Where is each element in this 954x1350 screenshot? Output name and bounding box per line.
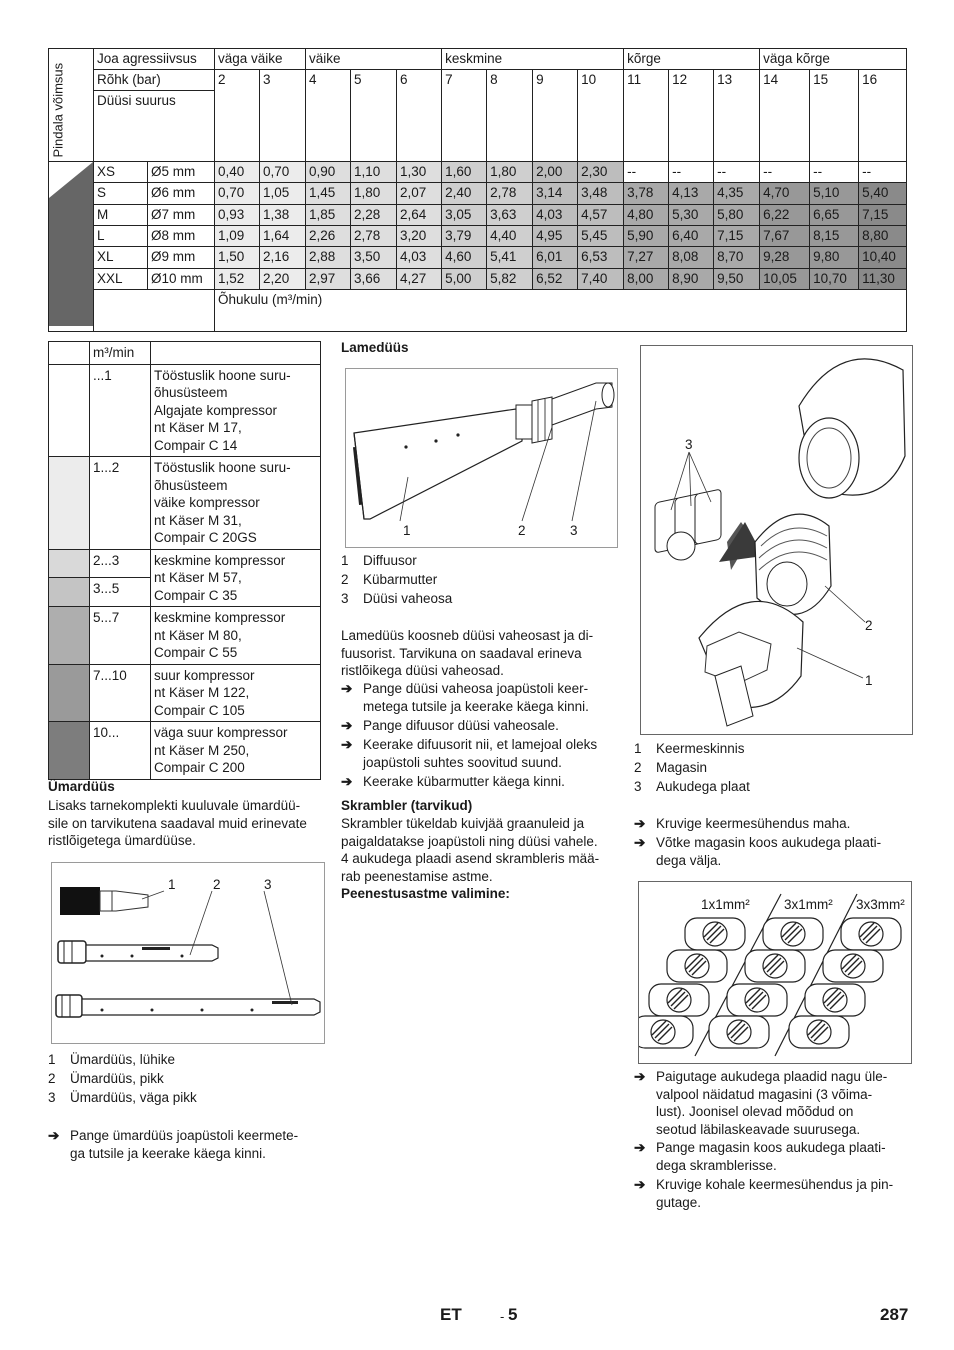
side-label-cell [49,49,94,162]
hole-plate [805,984,865,1016]
consumption-value: 1,80 [487,162,533,183]
hole-plate [709,1016,769,1048]
consumption-value: 6,52 [533,268,578,289]
table-row [49,225,907,246]
aggressiveness-group: keskmine [442,49,624,70]
consumption-value: 3,79 [442,225,487,246]
callout-2: 2 [865,618,873,633]
consumption-value: 2,40 [442,183,487,204]
consumption-value: 1,80 [351,183,397,204]
consumption-value: -- [810,162,859,183]
arrow-icon: ➔ [341,718,353,733]
footer-row [49,289,907,331]
footer-local-page: 5 [508,1305,518,1324]
consumption-value: 2,30 [578,162,624,183]
consumption-value: 2,97 [306,268,351,289]
consumption-value: 10,70 [810,268,859,289]
flat-nozzle-intro: Lamedüüs koosneb düüsi vaheosast ja di- fuusorist. Tarvikuna on saadaval erineva ristlõikega düüsi vaheosad. [341,628,594,678]
consumption-value: -- [669,162,714,183]
consumption-value: 6,53 [578,247,624,268]
pressure-value: 14 [760,70,810,162]
consumption-value: 5,30 [669,204,714,225]
pressure-value: 13 [714,70,760,162]
consumption-value: 8,70 [714,247,760,268]
table-row [49,247,907,268]
consumption-value: 5,45 [578,225,624,246]
callout-2: 2 [518,523,526,538]
arrow-icon: ➔ [341,737,353,752]
consumption-value: 8,08 [669,247,714,268]
consumption-value: -- [760,162,810,183]
round-nozzle-title: Ümardüüs [48,779,115,794]
consumption-value: 4,13 [669,183,714,204]
shade-cell [49,664,90,722]
flat-step-2: ➔ Pange difuusor düüsi vaheosale. [341,718,559,733]
consumption-value: 4,80 [624,204,669,225]
compressor-table [48,341,321,780]
flat-step-3: ➔ Keerake difuusorit nii, et lamejoal oleks joapüstoli suhtes soovitud suund. [341,737,598,770]
consumption-value: 3,50 [351,247,397,268]
arrow-icon: ➔ [634,816,646,831]
consumption-value: 1,85 [306,204,351,225]
consumption-value: 5,80 [714,204,760,225]
scrambler-text: Skrambler tükeldab kuivjää graanuleid ja paigaldatakse joapüstoli ning düüsi vahele. 4 aukudega plaadi asend skrambleris mää- rab peenestamise astme. [341,816,600,884]
consumption-value: 4,35 [714,183,760,204]
hole-plate [745,950,805,982]
power-wedge-cell [49,162,94,332]
consumption-value: 6,65 [810,204,859,225]
consumption-value: 9,50 [714,268,760,289]
consumption-value: -- [714,162,760,183]
scrambler-legend: 1 Keermeskinnis 2 Magasin 3 Aukudega plaat [634,741,750,794]
consumption-value: 5,10 [810,183,859,204]
consumption-value: 7,15 [859,204,907,225]
consumption-value: 4,95 [533,225,578,246]
callout-3: 3 [570,523,578,538]
pressure-value: 6 [397,70,442,162]
hole-plate [727,984,787,1016]
consumption-value: 3,14 [533,183,578,204]
pressure-value: 2 [215,70,260,162]
flat-nozzle-drawing [346,369,619,549]
arrow-icon: ➔ [48,1128,60,1143]
compressor-description: keskmine kompressor nt Käser M 57, Compair C 35 [151,549,321,607]
callout-1: 1 [168,877,176,892]
consumption-value: 1,38 [260,204,306,225]
consumption-value: 9,80 [810,247,859,268]
table-row [49,204,907,225]
shade-cell [49,722,90,780]
air-consumption-label: Õhukulu (m³/min) [215,289,907,331]
consumption-value: 4,70 [760,183,810,204]
consumption-value: 1,52 [215,268,260,289]
consumption-value: 3,63 [487,204,533,225]
consumption-value: 7,27 [624,247,669,268]
scrambler-step-3: ➔ Paigutage aukudega plaadid nagu üle- valpool näidatud magasini (3 võima- lust). Joonisel olevad mõõdud on seotud läbilaskeavade suurusega. [634,1069,888,1137]
consumption-value: 2,78 [351,225,397,246]
consumption-value: 0,40 [215,162,260,183]
consumption-value: 6,22 [760,204,810,225]
consumption-value: 6,40 [669,225,714,246]
consumption-value: 7,40 [578,268,624,289]
aggressiveness-group: väga kõrge [760,49,907,70]
scrambler-step-4: ➔ Pange magasin koos aukudega plaati- dega skramblerisse. [634,1140,886,1173]
table-row [49,162,907,183]
consumption-value: 10,05 [760,268,810,289]
callout-1: 1 [403,523,411,538]
compressor-description: suur kompressor nt Käser M 122, Compair C 105 [151,664,321,722]
arrow-icon: ➔ [634,1140,646,1155]
consumption-value: 5,82 [487,268,533,289]
hole-plate [763,918,823,950]
pressure-value: 3 [260,70,306,162]
arrow-icon: ➔ [341,681,353,696]
comp-header-row [49,342,321,365]
consumption-value: 6,01 [533,247,578,268]
flow-unit-header: m³/min [90,342,151,365]
flow-range: 10... [90,722,151,780]
table-row [49,607,321,665]
consumption-value: 5,00 [442,268,487,289]
arrow-icon: ➔ [634,1177,646,1192]
hole-plate [841,918,901,950]
consumption-value: 0,93 [215,204,260,225]
consumption-value: 3,78 [624,183,669,204]
callout-2: 2 [213,877,221,892]
consumption-value: 8,80 [859,225,907,246]
consumption-value: 2,20 [260,268,306,289]
consumption-value: 1,10 [351,162,397,183]
consumption-value: 4,03 [397,247,442,268]
aggressiveness-group: kõrge [624,49,760,70]
size-code: L [94,225,148,246]
flat-nozzle-figure [345,368,618,548]
consumption-value: 2,28 [351,204,397,225]
consumption-value: 3,66 [351,268,397,289]
flow-range: 3...5 [90,578,151,607]
consumption-value: 7,67 [760,225,810,246]
size-code: XL [94,247,148,268]
consumption-value: 3,05 [442,204,487,225]
pressure-value: 15 [810,70,859,162]
shade-cell [49,578,90,607]
size-code: XXL [94,268,148,289]
plate-label-3x1: 3x1mm² [784,897,833,912]
flow-range: 2...3 [90,549,151,578]
plate-label-1x1: 1x1mm² [701,897,750,912]
size-diameter: Ø9 mm [148,247,215,268]
plate-label-3x3: 3x3mm² [856,897,905,912]
callout-3: 3 [264,877,272,892]
description-header [151,342,321,365]
table-row [49,364,321,457]
flat-step-1: ➔ Pange düüsi vaheosa joapüstoli keer- metega tutsile ja keerake käega kinni. [341,681,589,714]
compressor-description: väga suur kompressor nt Käser M 250, Compair C 200 [151,722,321,780]
consumption-value: 5,41 [487,247,533,268]
scrambler-title: Skrambler (tarvikud) [341,798,473,813]
scrambler-step-2: ➔ Võtke magasin koos aukudega plaati- dega välja. [634,835,882,868]
consumption-value: 2,78 [487,183,533,204]
scrambler-drawing [641,346,914,736]
arrow-icon: ➔ [634,835,646,850]
consumption-value: 2,07 [397,183,442,204]
pressure-consumption-table [48,48,907,332]
arrow-icon: ➔ [341,774,353,789]
consumption-value: 4,27 [397,268,442,289]
hole-plates-figure [638,881,912,1064]
aggressiveness-group: väga väike [215,49,306,70]
consumption-value: 1,30 [397,162,442,183]
flow-range: 1...2 [90,457,151,550]
callout-3: 3 [685,437,693,452]
consumption-value: 4,60 [442,247,487,268]
round-nozzle-legend: 1 Ümardüüs, lühike 2 Ümardüüs, pikk 3 Ümardüüs, väga pikk [48,1052,197,1105]
consumption-value: 2,16 [260,247,306,268]
table-row [49,183,907,204]
consumption-value: 3,20 [397,225,442,246]
scrambler-step-1: ➔ Kruvige keermesühendus maha. [634,816,851,831]
shade-cell [49,364,90,457]
round-nozzle-intro: Lisaks tarnekomplekti kuuluvale ümardüü- sile on tarvikutena saadaval muid erinevate ristlõigetega ümardüüse. [48,798,307,848]
consumption-value: -- [859,162,907,183]
arrow-icon: ➔ [634,1069,646,1084]
scrambler-figure [640,345,913,735]
size-code: S [94,183,148,204]
consumption-value: 5,40 [859,183,907,204]
pressure-value: 12 [669,70,714,162]
hole-plate [823,950,883,982]
consumption-value: 10,40 [859,247,907,268]
side-label: Pindala võimsus [50,62,66,157]
round-nozzle-step: ➔ Pange ümardüüs joapüstoli keermete- ga tutsile ja keerake käega kinni. [48,1128,299,1161]
flow-range: 7...10 [90,664,151,722]
compressor-description: Tööstuslik hoone suru- õhusüsteem väike kompressor nt Käser M 31, Compair C 20GS [151,457,321,550]
flat-nozzle-title: Lamedüüs [341,340,409,355]
consumption-value: 11,30 [859,268,907,289]
nozzle-size-label: Düüsi suurus [94,91,215,162]
footer-dash: - [500,1309,505,1324]
consumption-value: 4,57 [578,204,624,225]
shade-cell [49,607,90,665]
table-row [49,457,321,550]
consumption-value: 0,70 [260,162,306,183]
fineness-title: Peenestusastme valimine: [341,886,510,901]
pressure-value: 4 [306,70,351,162]
round-nozzles-drawing [52,863,326,1045]
consumption-value: 2,00 [533,162,578,183]
header-row-pressure [49,70,907,91]
shade-cell [49,342,90,365]
consumption-value: 8,90 [669,268,714,289]
consumption-value: 1,60 [442,162,487,183]
consumption-value: 7,15 [714,225,760,246]
hole-plate [649,984,709,1016]
consumption-value: 2,26 [306,225,351,246]
hole-plate [789,1016,849,1048]
hole-plate [685,918,745,950]
aggressiveness-group: väike [306,49,442,70]
compressor-description: Tööstuslik hoone suru- õhusüsteem Algajate kompressor nt Käser M 17, Compair C 14 [151,364,321,457]
size-diameter: Ø6 mm [148,183,215,204]
consumption-value: 1,05 [260,183,306,204]
flow-range: 5...7 [90,607,151,665]
pressure-value: 7 [442,70,487,162]
size-diameter: Ø7 mm [148,204,215,225]
pressure-value: 9 [533,70,578,162]
footer-lang: ET [440,1305,462,1324]
consumption-value: 8,00 [624,268,669,289]
shade-cell [49,457,90,550]
consumption-value: 5,90 [624,225,669,246]
consumption-value: 4,03 [533,204,578,225]
page-number: 287 [880,1305,909,1324]
pressure-value: 11 [624,70,669,162]
consumption-value: 0,90 [306,162,351,183]
table-row [49,549,321,578]
table-row [49,268,907,289]
hole-plate [667,950,727,982]
callout-1: 1 [865,673,873,688]
shade-cell [49,549,90,578]
hole-plate [639,1016,693,1048]
flow-range: ...1 [90,364,151,457]
table-row [49,664,321,722]
size-diameter: Ø10 mm [148,268,215,289]
flat-step-4: ➔ Keerake kübarmutter käega kinni. [341,774,565,789]
size-code: XS [94,162,148,183]
round-nozzle-figure [51,862,325,1044]
pressure-label: Rõhk (bar) [94,70,215,91]
pressure-value: 10 [578,70,624,162]
power-wedge [49,162,93,326]
pressure-value: 5 [351,70,397,162]
consumption-value: 1,09 [215,225,260,246]
consumption-value: 3,48 [578,183,624,204]
consumption-value: -- [624,162,669,183]
consumption-value: 1,64 [260,225,306,246]
consumption-value: 2,64 [397,204,442,225]
size-diameter: Ø8 mm [148,225,215,246]
size-diameter: Ø5 mm [148,162,215,183]
flat-nozzle-legend: 1 Diffuusor 2 Kübarmutter 3 Düüsi vaheosa [341,553,453,606]
pressure-value: 16 [859,70,907,162]
consumption-value: 8,15 [810,225,859,246]
scrambler-step-5: ➔ Kruvige kohale keermesühendus ja pin- gutage. [634,1177,894,1210]
aggressiveness-label: Joa agressiivsus [94,49,215,70]
size-code: M [94,204,148,225]
blank-cell [94,289,215,331]
consumption-value: 1,45 [306,183,351,204]
consumption-value: 2,88 [306,247,351,268]
consumption-value: 1,50 [215,247,260,268]
header-row-aggressiveness [49,49,907,70]
pressure-value: 8 [487,70,533,162]
table-row [49,722,321,780]
consumption-value: 4,40 [487,225,533,246]
compressor-description: keskmine kompressor nt Käser M 80, Compair C 55 [151,607,321,665]
consumption-value: 0,70 [215,183,260,204]
consumption-value: 9,28 [760,247,810,268]
